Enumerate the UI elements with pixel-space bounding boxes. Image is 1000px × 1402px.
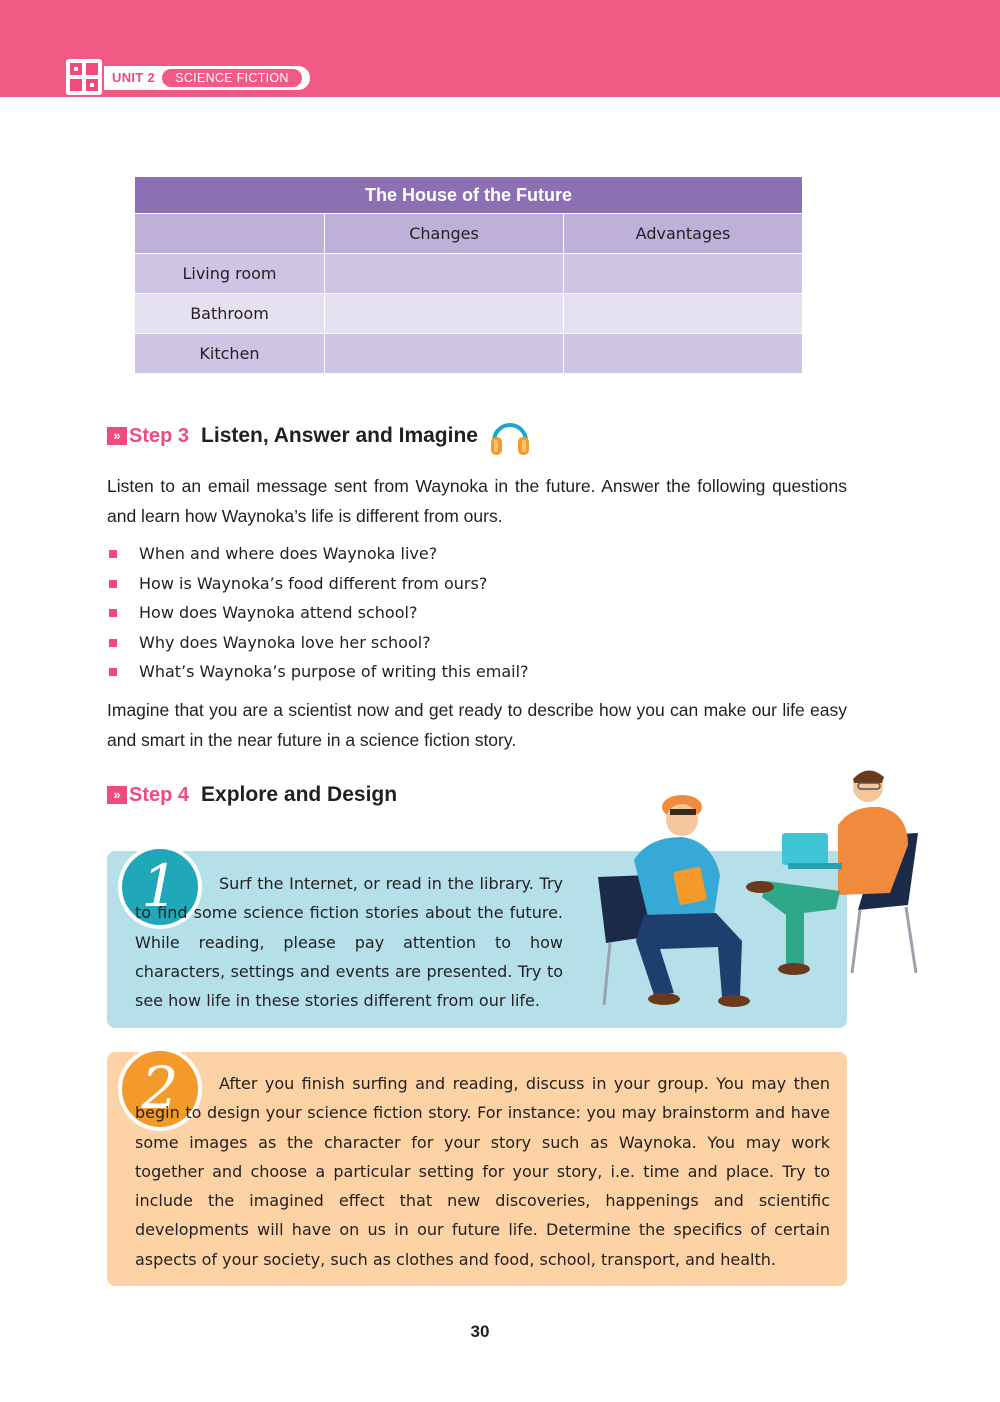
question-text: How does Waynoka attend school? bbox=[139, 603, 418, 623]
advantages-cell[interactable] bbox=[564, 294, 803, 334]
house-of-future-table bbox=[134, 176, 803, 374]
row-label: Living room bbox=[135, 254, 325, 294]
table-row bbox=[135, 334, 803, 374]
question-text: When and where does Waynoka live? bbox=[139, 544, 438, 563]
table-header-row bbox=[135, 214, 803, 254]
step3-heading bbox=[107, 421, 532, 451]
step4-number: Step 4 bbox=[129, 783, 190, 806]
question-text: How is Waynoka’s food different from ours? bbox=[139, 573, 488, 593]
step3-intro: Listen to an email message sent from Waynoka in the future. Answer the following questions and learn how Waynoka’s life is different from ours. bbox=[107, 476, 847, 526]
changes-cell[interactable] bbox=[325, 254, 564, 294]
bullet-square-icon bbox=[109, 580, 117, 588]
double-chevron-icon: » bbox=[107, 427, 127, 445]
list-item bbox=[107, 657, 529, 687]
changes-cell[interactable] bbox=[325, 334, 564, 374]
step4-title: Explore and Design bbox=[201, 783, 398, 806]
table-row bbox=[135, 294, 803, 334]
bullet-square-icon bbox=[109, 550, 117, 558]
list-item bbox=[107, 539, 529, 569]
step3-title: Listen, Answer and Imagine bbox=[201, 424, 478, 447]
table-header-blank bbox=[135, 214, 325, 254]
list-item bbox=[107, 598, 529, 628]
question-text: What’s Waynoka’s purpose of writing this email? bbox=[139, 662, 529, 682]
table-row bbox=[135, 254, 803, 294]
bullet-square-icon bbox=[109, 609, 117, 617]
task-2-text: After you finish surfing and reading, discuss in your group. You may then begin to design your science fiction story. For instance: you may brainstorm and have some images as the character for your story such as Waynoka. You may work together and choose a particular setting for your story, i.e. time and place. Try to include the imagined effect that new discoveries, happenings and scientific developments will have on us in our future life. Determine the specifics of certain aspects of your society, such as clothes and food, school, transport, and health. bbox=[135, 1074, 830, 1269]
question-list bbox=[107, 539, 529, 687]
step4-heading bbox=[107, 780, 397, 810]
question-text: Why does Waynoka love her school? bbox=[139, 632, 431, 652]
unit-logo-icon bbox=[66, 59, 102, 95]
advantages-cell[interactable] bbox=[564, 254, 803, 294]
headphones-icon[interactable] bbox=[488, 415, 532, 457]
table-title: The House of the Future bbox=[135, 177, 803, 214]
table-header-changes: Changes bbox=[325, 214, 564, 254]
advantages-cell[interactable] bbox=[564, 334, 803, 374]
badge-1: 1 bbox=[118, 845, 202, 929]
row-label: Bathroom bbox=[135, 294, 325, 334]
row-label: Kitchen bbox=[135, 334, 325, 374]
unit-pill bbox=[104, 66, 310, 90]
list-item bbox=[107, 569, 529, 599]
list-item bbox=[107, 628, 529, 658]
bullet-square-icon bbox=[109, 668, 117, 676]
page-number: 30 bbox=[470, 1322, 490, 1341]
unit-topic: SCIENCE FICTION bbox=[162, 69, 302, 87]
table-header-advantages: Advantages bbox=[564, 214, 803, 254]
step3-imagine: Imagine that you are a scientist now and get ready to describe how you can make our life easy and smart in the near future in a science fiction story. bbox=[107, 700, 847, 750]
step3-number: Step 3 bbox=[129, 424, 190, 447]
badge-2: 2 bbox=[118, 1047, 202, 1131]
changes-cell[interactable] bbox=[325, 294, 564, 334]
task-1-text: Surf the Internet, or read in the library. Try to find some science fiction stories about the future. While reading, please pay attention to how characters, settings and events are presented. Try to see how life in these stories different from our life. bbox=[135, 874, 563, 1011]
students-reading-illustration-icon bbox=[590, 765, 925, 1020]
unit-label: UNIT 2 bbox=[112, 70, 155, 85]
double-chevron-icon: » bbox=[107, 786, 127, 804]
bullet-square-icon bbox=[109, 639, 117, 647]
